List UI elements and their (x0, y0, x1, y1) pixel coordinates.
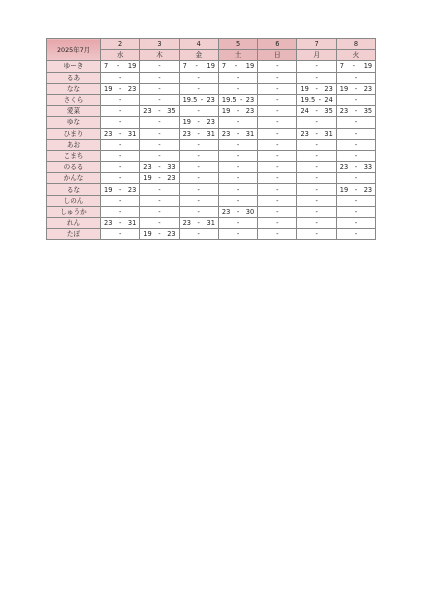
shift-cell: - (101, 72, 140, 83)
shift-dash: - (158, 230, 161, 239)
shift-start: 24 (300, 107, 309, 116)
shift-cell: - (297, 162, 336, 173)
shift-cell (179, 94, 218, 105)
shift-end: 35 (324, 107, 333, 116)
shift-cell (101, 218, 140, 229)
shift-cell: - (101, 139, 140, 150)
shift-cell: - (140, 83, 179, 94)
shift-cell: - (258, 184, 297, 195)
shift-cell: - (258, 83, 297, 94)
day-weekday: 水 (101, 50, 140, 61)
staff-name: しゅうか (47, 206, 101, 217)
day-weekday: 土 (218, 50, 257, 61)
shift-cell: - (297, 72, 336, 83)
staff-name: こまち (47, 150, 101, 161)
shift-time (219, 106, 257, 116)
shift-dash: - (354, 185, 358, 194)
table-row (47, 128, 376, 139)
shift-dash: - (200, 96, 204, 105)
shift-cell (101, 61, 140, 72)
shift-dash: - (116, 62, 120, 71)
shift-start: 19 (339, 185, 349, 194)
shift-cell (218, 94, 257, 105)
shift-cell (218, 61, 257, 72)
shift-time (180, 61, 218, 71)
shift-end: 19 (206, 62, 215, 71)
shift-cell: - (297, 184, 336, 195)
shift-time (337, 106, 375, 116)
shift-cell (297, 106, 336, 117)
shift-cell: - (101, 94, 140, 105)
shift-cell: - (218, 117, 257, 128)
shift-dash: - (236, 207, 240, 216)
shift-time (101, 129, 139, 139)
shift-time (140, 106, 178, 116)
shift-time (101, 218, 139, 228)
shift-cell (179, 61, 218, 72)
shift-cell: - (179, 83, 218, 94)
shift-cell (336, 184, 375, 195)
shift-cell: - (179, 184, 218, 195)
shift-cell (179, 128, 218, 139)
shift-end: 23 (167, 230, 176, 239)
shift-dash: - (236, 107, 240, 116)
shift-cell: - (297, 173, 336, 184)
shift-cell: - (258, 94, 297, 105)
shift-start: 19 (300, 84, 309, 93)
shift-dash: - (195, 62, 198, 71)
shift-cell (336, 61, 375, 72)
shift-start: 23 (143, 163, 152, 172)
day-weekday: 月 (297, 50, 336, 61)
shift-dash: - (158, 107, 161, 116)
month-label: 2025年7月 (47, 39, 101, 61)
shift-cell: - (336, 229, 375, 240)
shift-schedule-table (46, 38, 376, 240)
staff-name: ゆーき (47, 61, 101, 72)
shift-cell: - (297, 117, 336, 128)
shift-cell: - (258, 128, 297, 139)
shift-time (297, 106, 335, 116)
table-row (47, 94, 376, 105)
shift-start: 23 (104, 129, 113, 138)
shift-cell: - (101, 150, 140, 161)
shift-dash: - (197, 219, 200, 228)
shift-cell: - (297, 61, 336, 72)
table-row (47, 139, 376, 150)
table-row (47, 106, 376, 117)
shift-end: 31 (324, 129, 333, 138)
staff-name: 愛菜 (47, 106, 101, 117)
day-date: 6 (258, 39, 297, 50)
shift-cell: - (336, 128, 375, 139)
shift-cell: - (101, 117, 140, 128)
staff-name: たぽ (47, 229, 101, 240)
shift-cell (336, 162, 375, 173)
shift-end: 23 (245, 96, 255, 105)
shift-cell: - (297, 139, 336, 150)
shift-end: 23 (245, 107, 255, 116)
shift-end: 24 (324, 96, 333, 105)
day-weekday: 日 (258, 50, 297, 61)
table-row (47, 173, 376, 184)
table-row (47, 72, 376, 83)
shift-start: 19 (143, 174, 152, 183)
shift-cell: - (258, 162, 297, 173)
date-header-row (47, 39, 376, 50)
day-date: 2 (101, 39, 140, 50)
shift-cell: - (140, 139, 179, 150)
shift-cell: - (258, 218, 297, 229)
day-date: 5 (218, 39, 257, 50)
shift-start: 7 (182, 62, 187, 71)
shift-cell: - (140, 72, 179, 83)
staff-name: さくら (47, 94, 101, 105)
shift-cell (140, 106, 179, 117)
shift-end: 31 (206, 219, 215, 228)
shift-cell (297, 83, 336, 94)
shift-cell: - (179, 195, 218, 206)
table-row (47, 117, 376, 128)
shift-cell: - (140, 128, 179, 139)
shift-start: 19 (339, 84, 349, 93)
shift-end: 23 (206, 118, 215, 127)
day-date: 8 (336, 39, 375, 50)
shift-dash: - (118, 84, 122, 93)
shift-cell: - (258, 61, 297, 72)
day-weekday: 火 (336, 50, 375, 61)
shift-cell (179, 218, 218, 229)
shift-cell: - (101, 206, 140, 217)
shift-time (219, 61, 257, 71)
shift-end: 23 (363, 84, 373, 93)
shift-start: 19 (143, 230, 152, 239)
shift-cell (297, 128, 336, 139)
shift-start: 23 (300, 129, 309, 138)
table-row (47, 206, 376, 217)
shift-cell: - (258, 139, 297, 150)
staff-name: あお (47, 139, 101, 150)
shift-time (101, 185, 139, 195)
shift-cell: - (140, 206, 179, 217)
shift-cell: - (336, 195, 375, 206)
schedule-body (47, 61, 376, 240)
shift-start: 23 (221, 207, 231, 216)
shift-cell (101, 83, 140, 94)
table-row (47, 218, 376, 229)
shift-start: 19.5 (300, 96, 316, 105)
shift-time (219, 207, 257, 217)
shift-time (297, 84, 335, 94)
table-row (47, 184, 376, 195)
day-weekday: 木 (140, 50, 179, 61)
shift-end: 23 (363, 185, 373, 194)
shift-cell: - (140, 150, 179, 161)
shift-cell: - (101, 173, 140, 184)
shift-end: 19 (245, 62, 255, 71)
shift-end: 31 (127, 129, 137, 138)
shift-start: 7 (104, 62, 109, 71)
shift-start: 7 (221, 62, 227, 71)
shift-cell: - (336, 218, 375, 229)
shift-cell: - (218, 162, 257, 173)
shift-dash: - (236, 129, 240, 138)
shift-cell: - (179, 173, 218, 184)
table-row (47, 195, 376, 206)
shift-dash: - (197, 118, 200, 127)
shift-time (219, 95, 257, 105)
shift-cell: - (336, 173, 375, 184)
shift-time (180, 95, 218, 105)
shift-end: 30 (245, 207, 255, 216)
shift-cell: - (101, 162, 140, 173)
staff-name: しのん (47, 195, 101, 206)
shift-end: 31 (127, 219, 137, 228)
shift-time (140, 173, 178, 183)
shift-cell: - (297, 229, 336, 240)
shift-time (297, 95, 335, 105)
shift-cell (101, 128, 140, 139)
shift-cell (140, 173, 179, 184)
shift-cell: - (179, 150, 218, 161)
shift-cell: - (218, 150, 257, 161)
staff-name: るあ (47, 72, 101, 83)
shift-cell (336, 83, 375, 94)
shift-cell: - (140, 61, 179, 72)
shift-cell: - (140, 117, 179, 128)
shift-dash: - (315, 129, 318, 138)
shift-dash: - (234, 62, 238, 71)
shift-end: 23 (167, 174, 176, 183)
shift-cell: - (179, 106, 218, 117)
staff-name: なな (47, 83, 101, 94)
shift-time (180, 129, 218, 139)
shift-time (180, 117, 218, 127)
staff-name: のるる (47, 162, 101, 173)
shift-start: 23 (104, 219, 113, 228)
shift-cell: - (336, 94, 375, 105)
shift-cell: - (179, 229, 218, 240)
shift-start: 19.5 (221, 96, 237, 105)
shift-start: 19 (221, 107, 231, 116)
shift-cell: - (258, 72, 297, 83)
shift-cell: - (179, 206, 218, 217)
shift-time (140, 162, 178, 172)
staff-name: るな (47, 184, 101, 195)
shift-time (101, 84, 139, 94)
shift-dash: - (158, 163, 161, 172)
shift-cell: - (297, 218, 336, 229)
shift-cell: - (336, 117, 375, 128)
shift-end: 33 (363, 163, 373, 172)
shift-cell: - (140, 195, 179, 206)
shift-dash: - (352, 62, 356, 71)
shift-dash: - (197, 129, 200, 138)
staff-name: ひまり (47, 128, 101, 139)
shift-cell: - (336, 150, 375, 161)
shift-cell: - (336, 72, 375, 83)
shift-cell: - (140, 218, 179, 229)
shift-end: 31 (245, 129, 255, 138)
shift-cell: - (140, 94, 179, 105)
shift-cell: - (258, 195, 297, 206)
shift-cell (140, 162, 179, 173)
shift-cell (218, 106, 257, 117)
shift-cell: - (101, 106, 140, 117)
shift-start: 19.5 (182, 96, 198, 105)
shift-dash: - (315, 84, 318, 93)
shift-start: 23 (143, 107, 152, 116)
shift-cell: - (297, 206, 336, 217)
shift-end: 35 (363, 107, 373, 116)
shift-start: 23 (182, 129, 191, 138)
shift-start: 19 (104, 185, 113, 194)
shift-cell: - (179, 72, 218, 83)
shift-start: 23 (182, 219, 191, 228)
day-date: 3 (140, 39, 179, 50)
day-date: 4 (179, 39, 218, 50)
table-row (47, 61, 376, 72)
shift-dash: - (118, 185, 122, 194)
shift-dash: - (354, 107, 358, 116)
shift-cell: - (297, 150, 336, 161)
table-row (47, 83, 376, 94)
table-row (47, 150, 376, 161)
shift-cell: - (218, 218, 257, 229)
shift-time (297, 129, 335, 139)
table-row (47, 229, 376, 240)
staff-name: かんな (47, 173, 101, 184)
shift-start: 23 (221, 129, 231, 138)
shift-time (337, 61, 375, 71)
shift-cell: - (101, 229, 140, 240)
shift-start: 7 (339, 62, 344, 71)
staff-name: れん (47, 218, 101, 229)
shift-time (337, 162, 375, 172)
shift-end: 35 (167, 107, 176, 116)
shift-time (101, 61, 139, 71)
staff-name: ゆな (47, 117, 101, 128)
shift-dash: - (118, 129, 122, 138)
shift-dash: - (118, 219, 122, 228)
shift-end: 23 (206, 96, 215, 105)
shift-cell: - (258, 106, 297, 117)
shift-cell (336, 106, 375, 117)
shift-time (337, 84, 375, 94)
shift-time (140, 229, 178, 239)
shift-cell (140, 229, 179, 240)
shift-cell: - (218, 72, 257, 83)
shift-cell: - (218, 195, 257, 206)
shift-dash: - (158, 174, 161, 183)
shift-end: 19 (127, 62, 137, 71)
shift-cell: - (218, 184, 257, 195)
shift-dash: - (354, 84, 358, 93)
shift-start: 19 (104, 84, 113, 93)
shift-end: 31 (206, 129, 215, 138)
shift-end: 23 (324, 84, 333, 93)
shift-end: 19 (363, 62, 373, 71)
shift-dash: - (315, 107, 318, 116)
shift-time (219, 129, 257, 139)
shift-cell: - (179, 139, 218, 150)
shift-cell: - (336, 139, 375, 150)
shift-cell: - (218, 139, 257, 150)
shift-cell: - (140, 184, 179, 195)
day-weekday: 金 (179, 50, 218, 61)
shift-cell: - (179, 162, 218, 173)
shift-cell (179, 117, 218, 128)
shift-cell: - (258, 150, 297, 161)
shift-cell: - (258, 117, 297, 128)
shift-dash: - (354, 163, 358, 172)
shift-cell: - (336, 206, 375, 217)
shift-cell: - (297, 195, 336, 206)
shift-time (337, 185, 375, 195)
shift-cell: - (218, 83, 257, 94)
shift-start: 23 (339, 107, 349, 116)
shift-cell: - (258, 229, 297, 240)
shift-cell: - (258, 173, 297, 184)
shift-cell (297, 94, 336, 105)
shift-end: 23 (127, 185, 137, 194)
table-row (47, 162, 376, 173)
shift-cell: - (218, 229, 257, 240)
shift-end: 23 (127, 84, 137, 93)
shift-cell: - (101, 195, 140, 206)
shift-time (180, 218, 218, 228)
shift-start: 23 (339, 163, 349, 172)
shift-cell: - (258, 206, 297, 217)
day-date: 7 (297, 39, 336, 50)
shift-cell: - (218, 173, 257, 184)
shift-end: 33 (167, 163, 176, 172)
shift-dash: - (239, 96, 243, 105)
shift-start: 19 (182, 118, 191, 127)
shift-cell (218, 206, 257, 217)
shift-cell (218, 128, 257, 139)
shift-cell (101, 184, 140, 195)
shift-dash: - (318, 96, 321, 105)
